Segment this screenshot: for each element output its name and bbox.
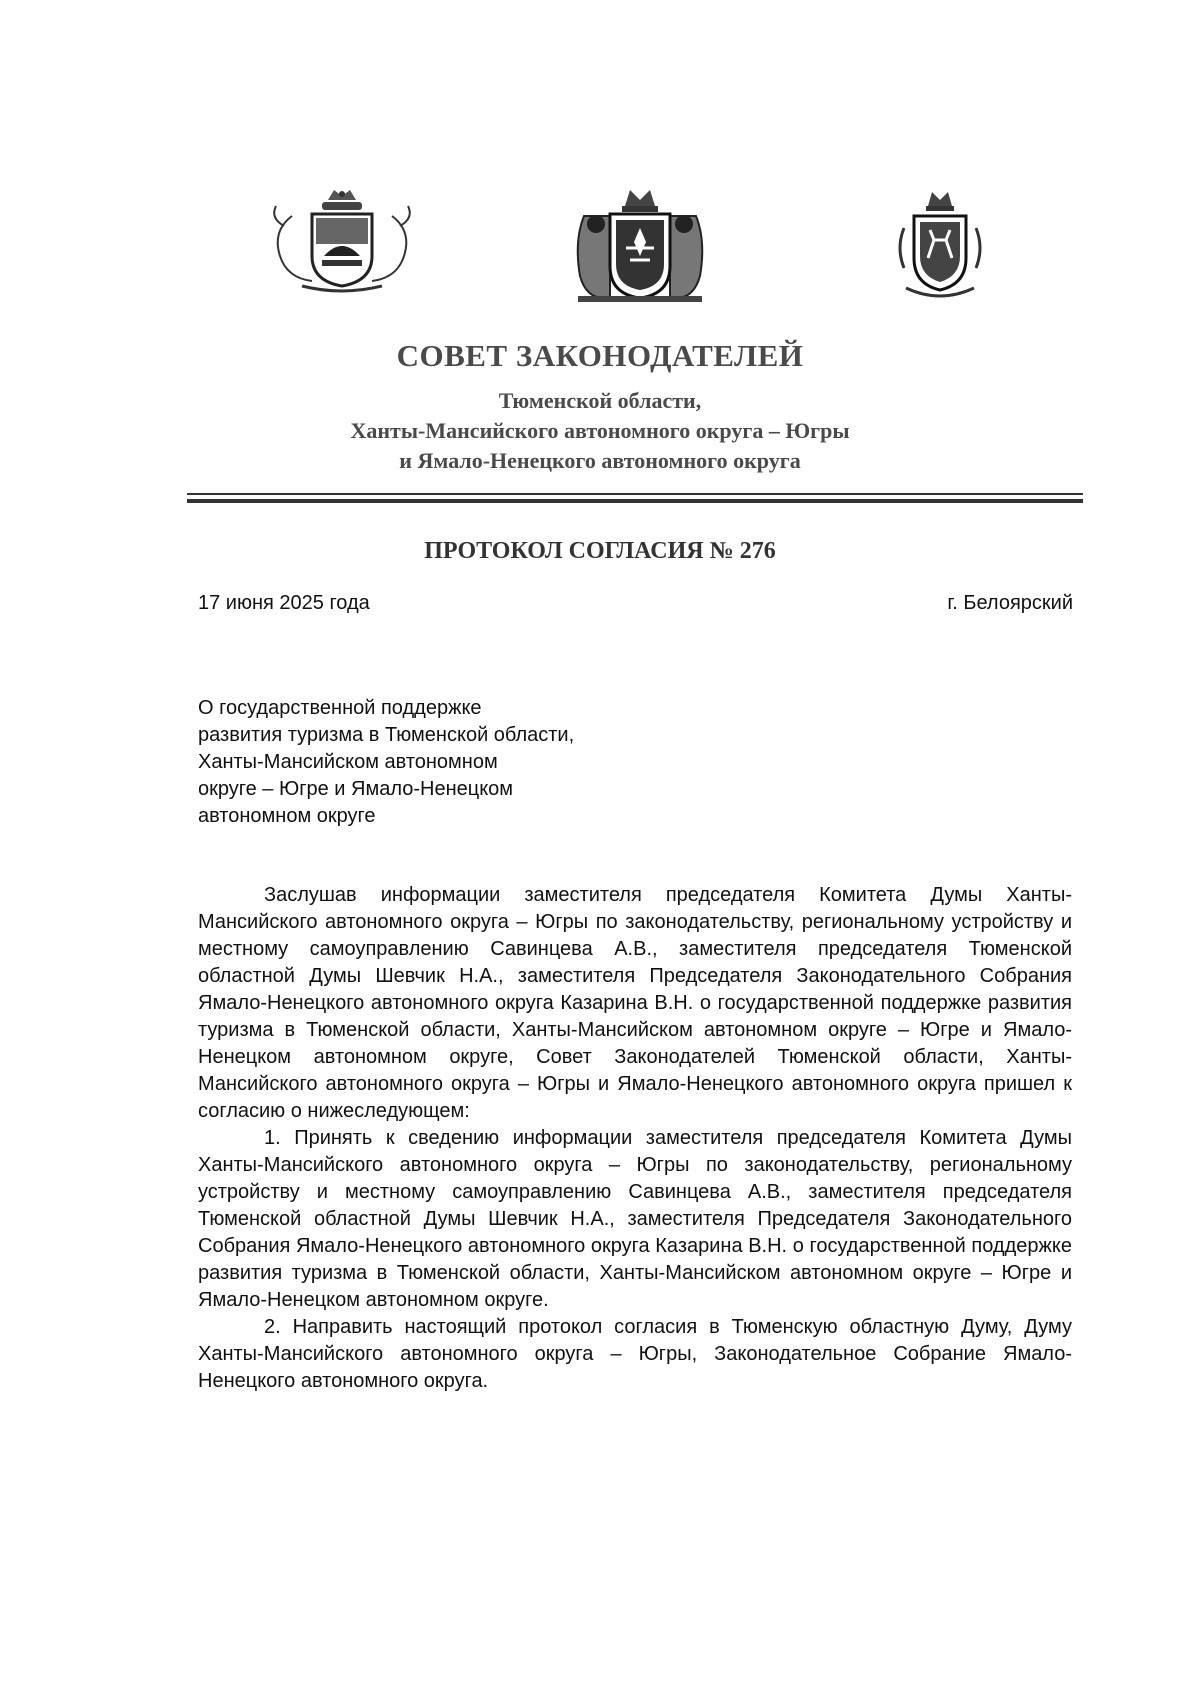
council-region-line-3: и Ямало-Ненецкого автономного округа (399, 448, 801, 473)
tyumen-coat-of-arms-icon (262, 186, 422, 296)
header-divider-thick (187, 499, 1083, 503)
document-date: 17 июня 2025 года (198, 592, 370, 614)
document-body (198, 882, 1072, 1395)
subject-line: автономном округе (198, 805, 376, 827)
document-city: г. Белоярский (947, 592, 1073, 614)
council-region-line-2: Ханты-Мансийского автономного округа – Югры (350, 418, 850, 443)
khanty-mansi-coat-of-arms-icon (570, 186, 710, 306)
council-name: СОВЕТ ЗАКОНОДАТЕЛЕЙ (396, 338, 804, 373)
subject-line: Ханты-Мансийском автономном (198, 751, 498, 773)
subject-line: округе – Югре и Ямало-Ненецком (198, 778, 514, 800)
subject-line: развития туризма в Тюменской области, (198, 724, 575, 746)
body-paragraph-preamble: Заслушав информации заместителя председателя Комитета Думы Ханты-Мансийского автономного округа – Югры по законодательству, региональному устройству и местному самоуправлению Савинцева А.В., заместителя председателя Тюменской областной Думы Шевчик Н.А., заместителя Председателя Законодательного Собрания Ямало-Ненецкого автономного округа Казарина В.Н. о государственной поддержке развития туризма в Тюменской области, Ханты-Мансийском автономном округе – Югре и Ямало-Ненецком автономном округе, Совет Законодателей Тюменской области, Ханты-Мансийского автономного округа – Югры и Ямало-Ненецкого автономного округа пришел к согласию о нижеследующем: (198, 884, 1072, 1122)
council-region-line-1: Тюменской области, (498, 388, 702, 413)
subject-line: О государственной поддержке (198, 697, 482, 719)
yamalo-nenets-coat-of-arms-icon (890, 188, 990, 308)
header-divider-thin (187, 493, 1083, 495)
document-title: ПРОТОКОЛ СОГЛАСИЯ № 276 (424, 538, 776, 564)
document-subject (198, 695, 574, 830)
body-paragraph-item-1: 1. Принять к сведению информации заместителя председателя Комитета Думы Ханты-Мансийского автономного округа – Югры по законодательству, региональному устройству и местному самоуправлению Савинцева А.В., заместителя председателя Тюменской областной Думы Шевчик Н.А., заместителя Председателя Законодательного Собрания Ямало-Ненецкого автономного округа Казарина В.Н. о государственной поддержке развития туризма в Тюменской области, Ханты-Мансийском автономном округе – Югре и Ямало-Ненецком автономном округе. (198, 1127, 1072, 1311)
body-paragraph-item-2: 2. Направить настоящий протокол согласия в Тюменскую областную Думу, Думу Ханты-Мансийского автономного округа – Югры, Законодательное Собрание Ямало-Ненецкого автономного округа. (198, 1316, 1072, 1392)
